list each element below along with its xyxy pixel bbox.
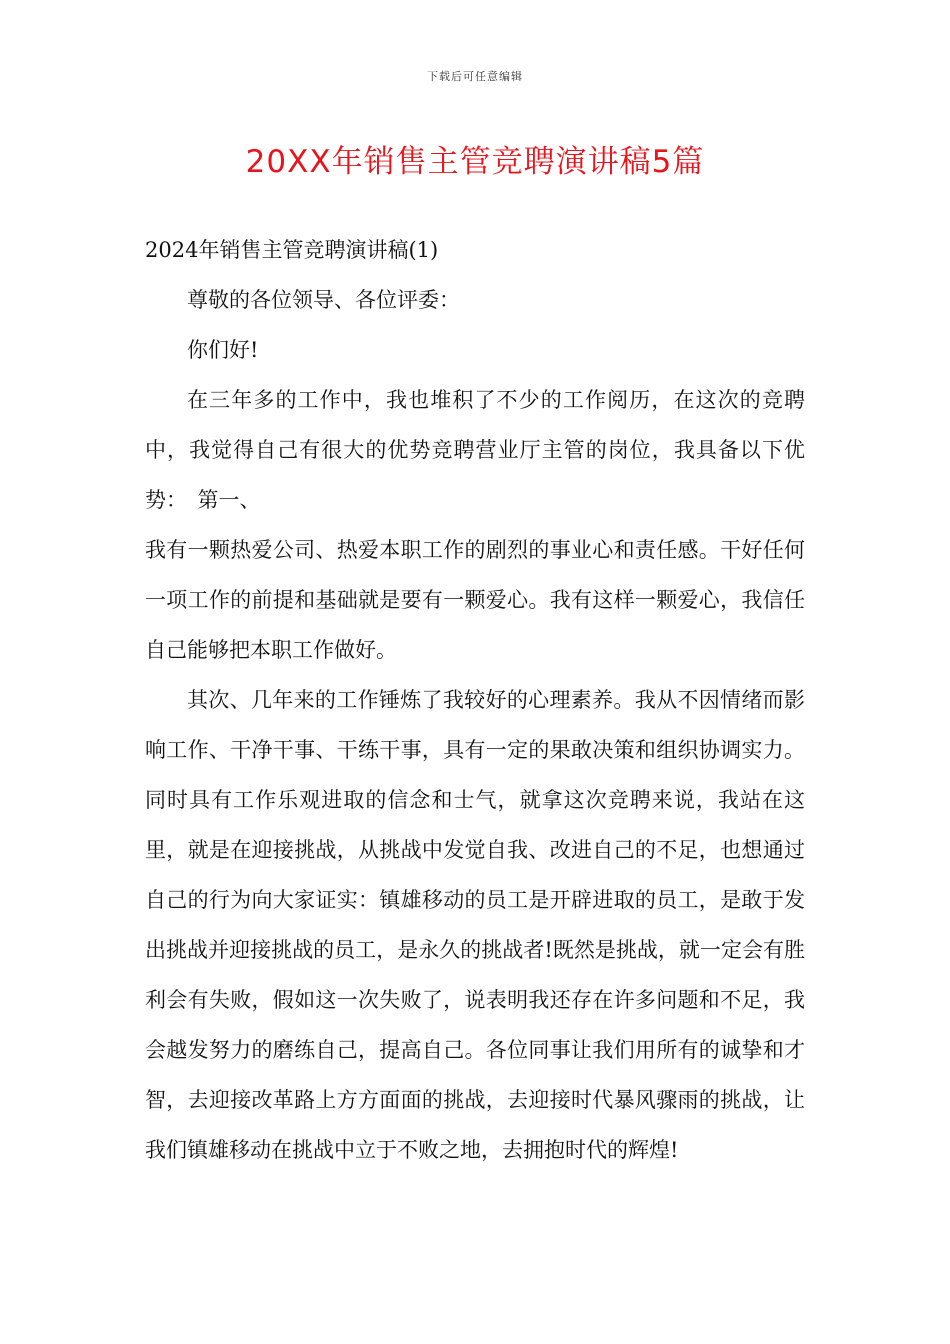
greeting-paragraph: 你们好! <box>187 338 259 362</box>
document-body <box>145 225 805 1175</box>
section-heading: 2024年销售主管竞聘演讲稿(1) <box>145 238 439 262</box>
header-note: 下载后可任意编辑 <box>427 70 523 83</box>
body-paragraph: 我有一颗热爱公司、热爱本职工作的剧烈的事业心和责任感。干好任何一项工作的前提和基础就是要有一颗爱心。我有这样一颗爱心，我信任自己能够把本职工作做好。 <box>145 538 805 662</box>
body-paragraph: 在三年多的工作中，我也堆积了不少的工作阅历，在这次的竞聘中，我觉得自己有很大的优势竞聘营业厅主管的岗位，我具备以下优势： 第一、 <box>145 388 805 512</box>
document-title: 20XX年销售主管竞聘演讲稿5篇 <box>245 144 705 180</box>
body-paragraph: 其次、几年来的工作锤炼了我较好的心理素养。我从不因情绪而影响工作、干净干事、干练干事，具有一定的果敢决策和组织协调实力。同时具有工作乐观进取的信念和士气，就拿这次竞聘来说，我站在这里，就是在迎接挑战，从挑战中发觉自我、改进自己的不足，也想通过自己的行为向大家证实：镇雄移动的员工是开辟进取的员工，是敢于发出挑战并迎接挑战的员工，是永久的挑战者!既然是挑战，就一定会有胜利会有失败，假如这一次失败了，说表明我还存在许多问题和不足，我会越发努力的磨练自己，提高自己。各位同事让我们用所有的诚挚和才智，去迎接改革路上方方面面的挑战，去迎接时代暴风骤雨的挑战，让我们镇雄移动在挑战中立于不败之地，去拥抱时代的辉煌! <box>145 688 805 1162</box>
salutation-paragraph: 尊敬的各位领导、各位评委： <box>187 288 460 312</box>
